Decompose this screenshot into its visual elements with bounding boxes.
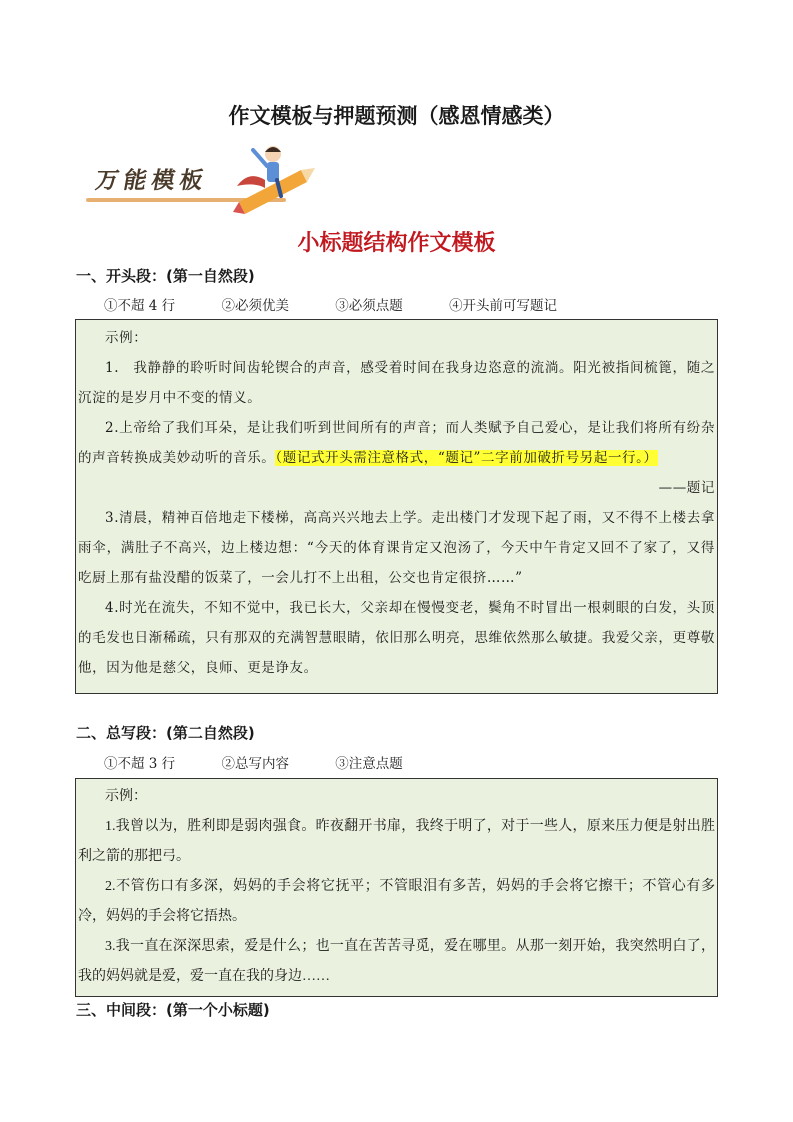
example-paragraph: 1. 我静静的聆听时间齿轮锲合的声音，感受着时间在我身边恣意的流淌。阳光被指间梳篦，随之沉淀的是岁月中不变的情义。	[78, 360, 715, 406]
example-paragraph: 3.我一直在深深思索，爱是什么；也一直在苦苦寻觅，爱在哪里。从那一刻开始，我突然明白了，我的妈妈就是爱，爱一直在我的身边……	[78, 939, 715, 984]
document-title: 作文模板与押题预测（感恩情感类）	[228, 104, 565, 128]
requirements-list	[104, 752, 445, 772]
section-heading-summary: 二、总写段：(第二自然段)	[76, 724, 255, 742]
example-paragraph	[78, 413, 715, 473]
section-heading-middle: 三、中间段：(第一个小标题)	[76, 1001, 270, 1019]
template-subtitle: 小标题结构作文模板	[297, 231, 496, 256]
example-paragraph: 3.清晨，精神百倍地走下楼梯，高高兴兴地去上学。走出楼门才发现下起了雨，又不得不上楼去拿雨伞，满肚子不高兴，边上楼边想：“今天的体育课肯定又泡汤了，今天中午肯定又回不了家了，又得吃厨上那有盐没醋的饭菜了，一会儿打不上出租，公交也肯定很挤……”	[78, 510, 715, 586]
requirement-item: ①不超 4 行	[104, 298, 176, 314]
requirement-item: ①不超 3 行	[104, 756, 176, 772]
requirement-item: ③注意点题	[335, 756, 403, 772]
epigraph-signature: ——题记	[658, 480, 715, 496]
example-box-summary	[75, 778, 718, 997]
section-heading-opening: 一、开头段：(第一自然段)	[76, 267, 255, 285]
highlighted-note: （题记式开头需注意格式，“题记”二字前加破折号另起一行。）	[275, 450, 658, 466]
banner-label: 万能模板	[93, 167, 211, 194]
banner	[86, 140, 316, 218]
requirement-item: ④开头前可写题记	[449, 298, 558, 314]
example-box-opening	[75, 319, 718, 694]
student-riding-pencil-icon	[231, 140, 316, 218]
example-paragraph: 1.我曾以为，胜利即是弱肉强食。昨夜翻开书扉，我终于明了，对于一些人，原来压力便是射出胜利之箭的那把弓。	[78, 819, 715, 864]
example-text: 2.上帝给了我们耳朵，是让我们听到世间所有的声音；而人类赋予自己爱心，是让我们将所有纷杂的声音转换成美妙动听的音乐。	[78, 420, 715, 466]
example-paragraph: 2.不管伤口有多深，妈妈的手会将它抚平；不管眼泪有多苦，妈妈的手会将它擦干；不管心有多冷，妈妈的手会将它捂热。	[78, 879, 715, 924]
requirement-item: ②必须优美	[221, 298, 289, 314]
example-label: 示例：	[105, 330, 148, 346]
requirement-item: ②总写内容	[221, 756, 289, 772]
requirements-list	[104, 294, 599, 314]
example-label: 示例：	[105, 789, 147, 804]
example-paragraph: 4.时光在流失，不知不觉中，我已长大，父亲却在慢慢变老，鬓角不时冒出一根刺眼的白发，头顶的毛发也日渐稀疏，只有那双的充满智慧眼睛，依旧那么明亮，思维依然那么敏捷。我爱父亲，更尊敬他，因为他是慈父，良师、更是诤友。	[78, 600, 715, 676]
requirement-item: ③必须点题	[335, 298, 403, 314]
